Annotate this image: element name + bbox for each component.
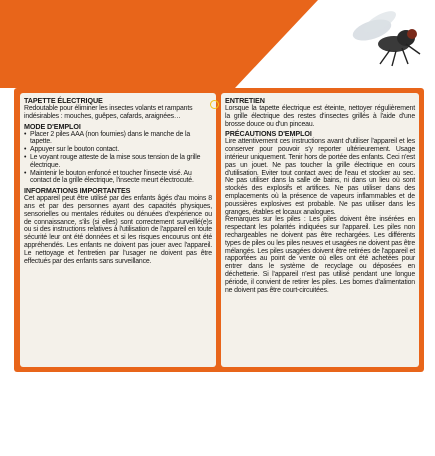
mode-emploi-list	[24, 131, 212, 186]
tapette-title: TAPETTE ÉLECTRIQUE	[24, 96, 103, 105]
entretien-title: ENTRETIEN	[225, 96, 265, 105]
list-item: • Maintenir le bouton enfoncé et toucher l'insecte visé. Au contact de la grille électrique, l'insecte meurt électrocuté.	[24, 170, 212, 186]
entretien-text: Lorsque la tapette électrique est éteinte, nettoyer régulièrement la grille électrique des restes d'insectes grillés à l'aide d'une brosse douce ou d'un pinceau.	[225, 105, 415, 128]
instructions-panel	[14, 88, 424, 372]
list-item: • Placer 2 piles AAA (non fournies) dans le manche de la tapette.	[24, 131, 212, 147]
left-column	[20, 93, 216, 367]
fly-icon	[350, 8, 430, 70]
list-item: • Le voyant rouge atteste de la mise sous tension de la grille électrique.	[24, 154, 212, 170]
mode-emploi-title: MODE D'EMPLOI	[24, 121, 81, 131]
circle-marker-icon	[210, 100, 219, 109]
right-column	[221, 93, 419, 367]
precautions-text: Lire attentivement ces instructions avant d'utiliser l'appareil et les conserver pour pouvoir s'y reporter ultérieurement. Usage intérieur uniquement. Tenir hors de portée des enfants. Ceci n'est pas un jouet. Ne pas toucher la grille électrique en cours d'utilisation. Eviter tout contact avec de l'eau et stocker au sec. Ne pas utiliser dans la salle de bains, ni dans un lieu où sont stockés des explosifs et artifices. Ne pas utiliser dans des emplacements où la présence de vapeurs inflammables et de poussières explosives est probable. Ne pas utiliser dans les granges, étables et locaux analogues.	[225, 138, 415, 216]
precautions-title: PRÉCAUTIONS D'EMPLOI	[225, 129, 312, 139]
list-item: • Appuyer sur le bouton contact.	[24, 146, 212, 154]
informations-title: INFORMATIONS IMPORTANTES	[24, 186, 131, 196]
remarques-piles-text: Remarques sur les piles : Les piles doivent être insérées en respectant les polarités indiquées sur l'appareil. Les piles non rechargeables ne doivent pas être rechargées. Les différents types de piles ou les piles neuves et usagées ne doivent pas être mélangés. Les piles usagées doivent être retirées de l'appareil et rapportées au point de vente où elles ont été achetées pour entrer dans le système de recyclage ou déposées en déchetterie. Si l'appareil n'est pas utilisé pendant une longue période, il convient de retirer les piles. Les bornes d'alimentation ne doivent pas être court-circuitées.	[225, 216, 415, 294]
informations-text: Cet appareil peut être utilisé par des enfants âgés d'au moins 8 ans et par des personnes ayant des capacités physiques, sensorielles ou mentales réduites ou dénuées d'expérience ou de connaissance, s'ils (si elles) sont correctement surveillé(e)s ou si des instructions relatives à l'utilisation de l'appareil en toute sécurité leur ont été données et si les risques encourus ont été appréhendés. Les enfants ne doivent pas jouer avec l'appareil. Le nettoyage et l'entretien par l'usager ne doivent pas être effectués par des enfants sans surveillance.	[24, 195, 212, 265]
tapette-intro: Redoutable pour éliminer les insectes volants et rampants indésirables : mouches, guêpes, cafards, araignées…	[24, 105, 193, 120]
